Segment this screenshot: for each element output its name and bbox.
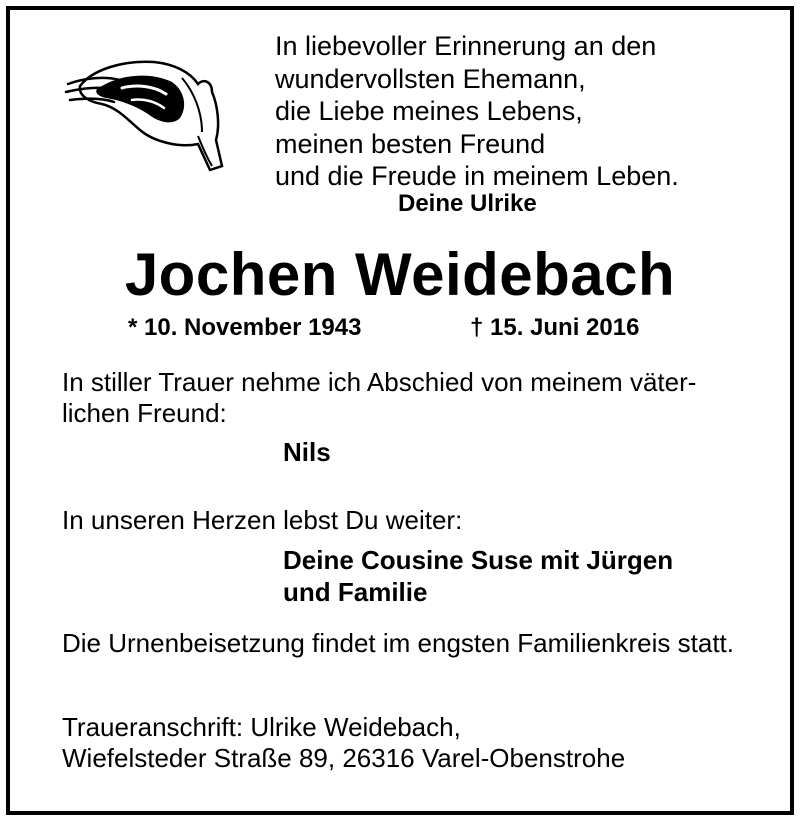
intro-line: und die Freude in meinem Leben.: [275, 161, 679, 191]
farewell-2-line: In unseren Herzen lebst Du weiter:: [62, 505, 463, 535]
farewell-1-signature: Nils: [283, 437, 331, 467]
funeral-note: Die Urnenbeisetzung findet im engsten Familienkreis statt.: [62, 628, 734, 658]
holding-hands-icon: [62, 48, 232, 176]
farewell-1-line: In stiller Trauer nehme ich Abschied von meinem väter-: [62, 367, 697, 397]
address-line: Wiefelsteder Straße 89, 26316 Varel-Obenstrohe: [62, 743, 626, 773]
deceased-name: Jochen Weidebach: [124, 241, 676, 308]
farewell-1-line: lichen Freund:: [62, 398, 227, 428]
address-line: Traueranschrift: Ulrike Weidebach,: [62, 712, 461, 742]
intro-line: wundervollsten Ehemann,: [275, 63, 586, 94]
death-date: † 15. Juni 2016: [470, 314, 640, 341]
intro-line: meinen besten Freund: [275, 128, 546, 159]
intro-text: [275, 30, 679, 193]
farewell-2-signature-line: Deine Cousine Suse mit Jürgen: [283, 545, 674, 575]
intro-line: die Liebe meines Lebens,: [275, 96, 583, 126]
birth-date: * 10. November 1943: [128, 314, 362, 341]
farewell-2-signature-line: und Familie: [283, 577, 428, 607]
intro-signature: Deine Ulrike: [398, 190, 537, 217]
intro-line: In liebevoller Erinnerung an den: [275, 31, 657, 61]
